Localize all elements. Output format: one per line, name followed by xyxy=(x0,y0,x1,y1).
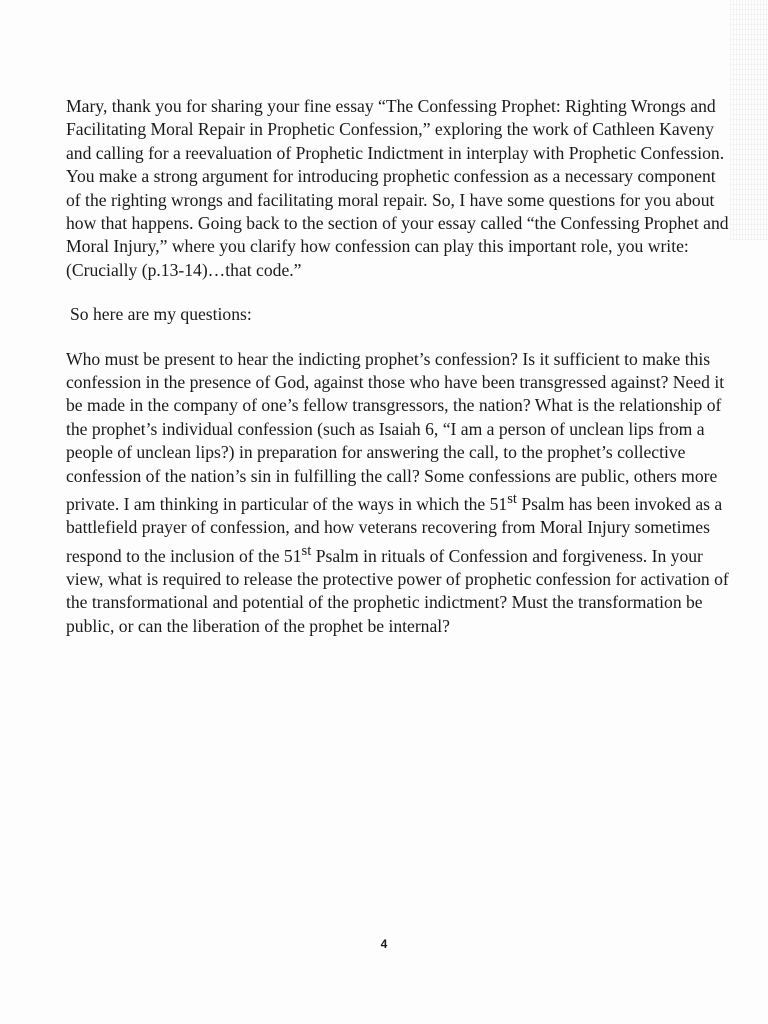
document-body xyxy=(66,95,731,638)
questions-text-part-3: Psalm in rituals of Confession and forgiveness. In your view, what is required to release the protective power of prophetic confession for activation of the transformational and potential of the prophetic indictment? Must the transformation be public, or can the liberation of the prophet be internal? xyxy=(66,545,729,636)
ordinal-suffix-1: st xyxy=(507,491,517,508)
page-number: 4 xyxy=(380,937,388,951)
questions-text-part-2: Psalm has been invoked as a battlefield prayer of confession, and how veterans recovering from Moral Injury sometimes respond to the inclusion of the 51 xyxy=(66,493,723,566)
questions-heading: So here are my questions: xyxy=(70,304,252,325)
ordinal-suffix-2: st xyxy=(301,542,312,559)
questions-paragraph xyxy=(66,348,731,639)
questions-text-part-1: Who must be present to hear the indicting prophet’s confession? Is it sufficient to make this confession in the presence of God, against those who have been transgressed against? Need it be made in the company of one’s fellow transgressors, the nation? What is the relationship of the prophet’s individual confession (such as Isaiah 6, “I am a person of unclean lips from a people of unclean lips?) in preparation for answering the call, to the prophet’s collective confession of the nation’s sin in fulfilling the call? Some confessions are public, others more private. I am thinking in particular of the ways in which the 51 xyxy=(66,348,725,514)
scan-edge-artifact xyxy=(730,0,768,240)
intro-paragraph: Mary, thank you for sharing your fine essay “The Confessing Prophet: Righting Wrongs and Facilitating Moral Repair in Prophetic Confession,” exploring the work of Cathleen Kaveny and calling for a reevaluation of Prophetic Indictment in interplay with Prophetic Confession. You make a strong argument for introducing prophetic confession as a necessary component of the righting wrongs and facilitating moral repair. So, I have some questions for you about how that happens. Going back to the section of your essay called “the Confessing Prophet and Moral Injury,” where you clarify how confession can play this important role, you write: (Crucially (p.13-14)…that code.” xyxy=(66,96,729,280)
